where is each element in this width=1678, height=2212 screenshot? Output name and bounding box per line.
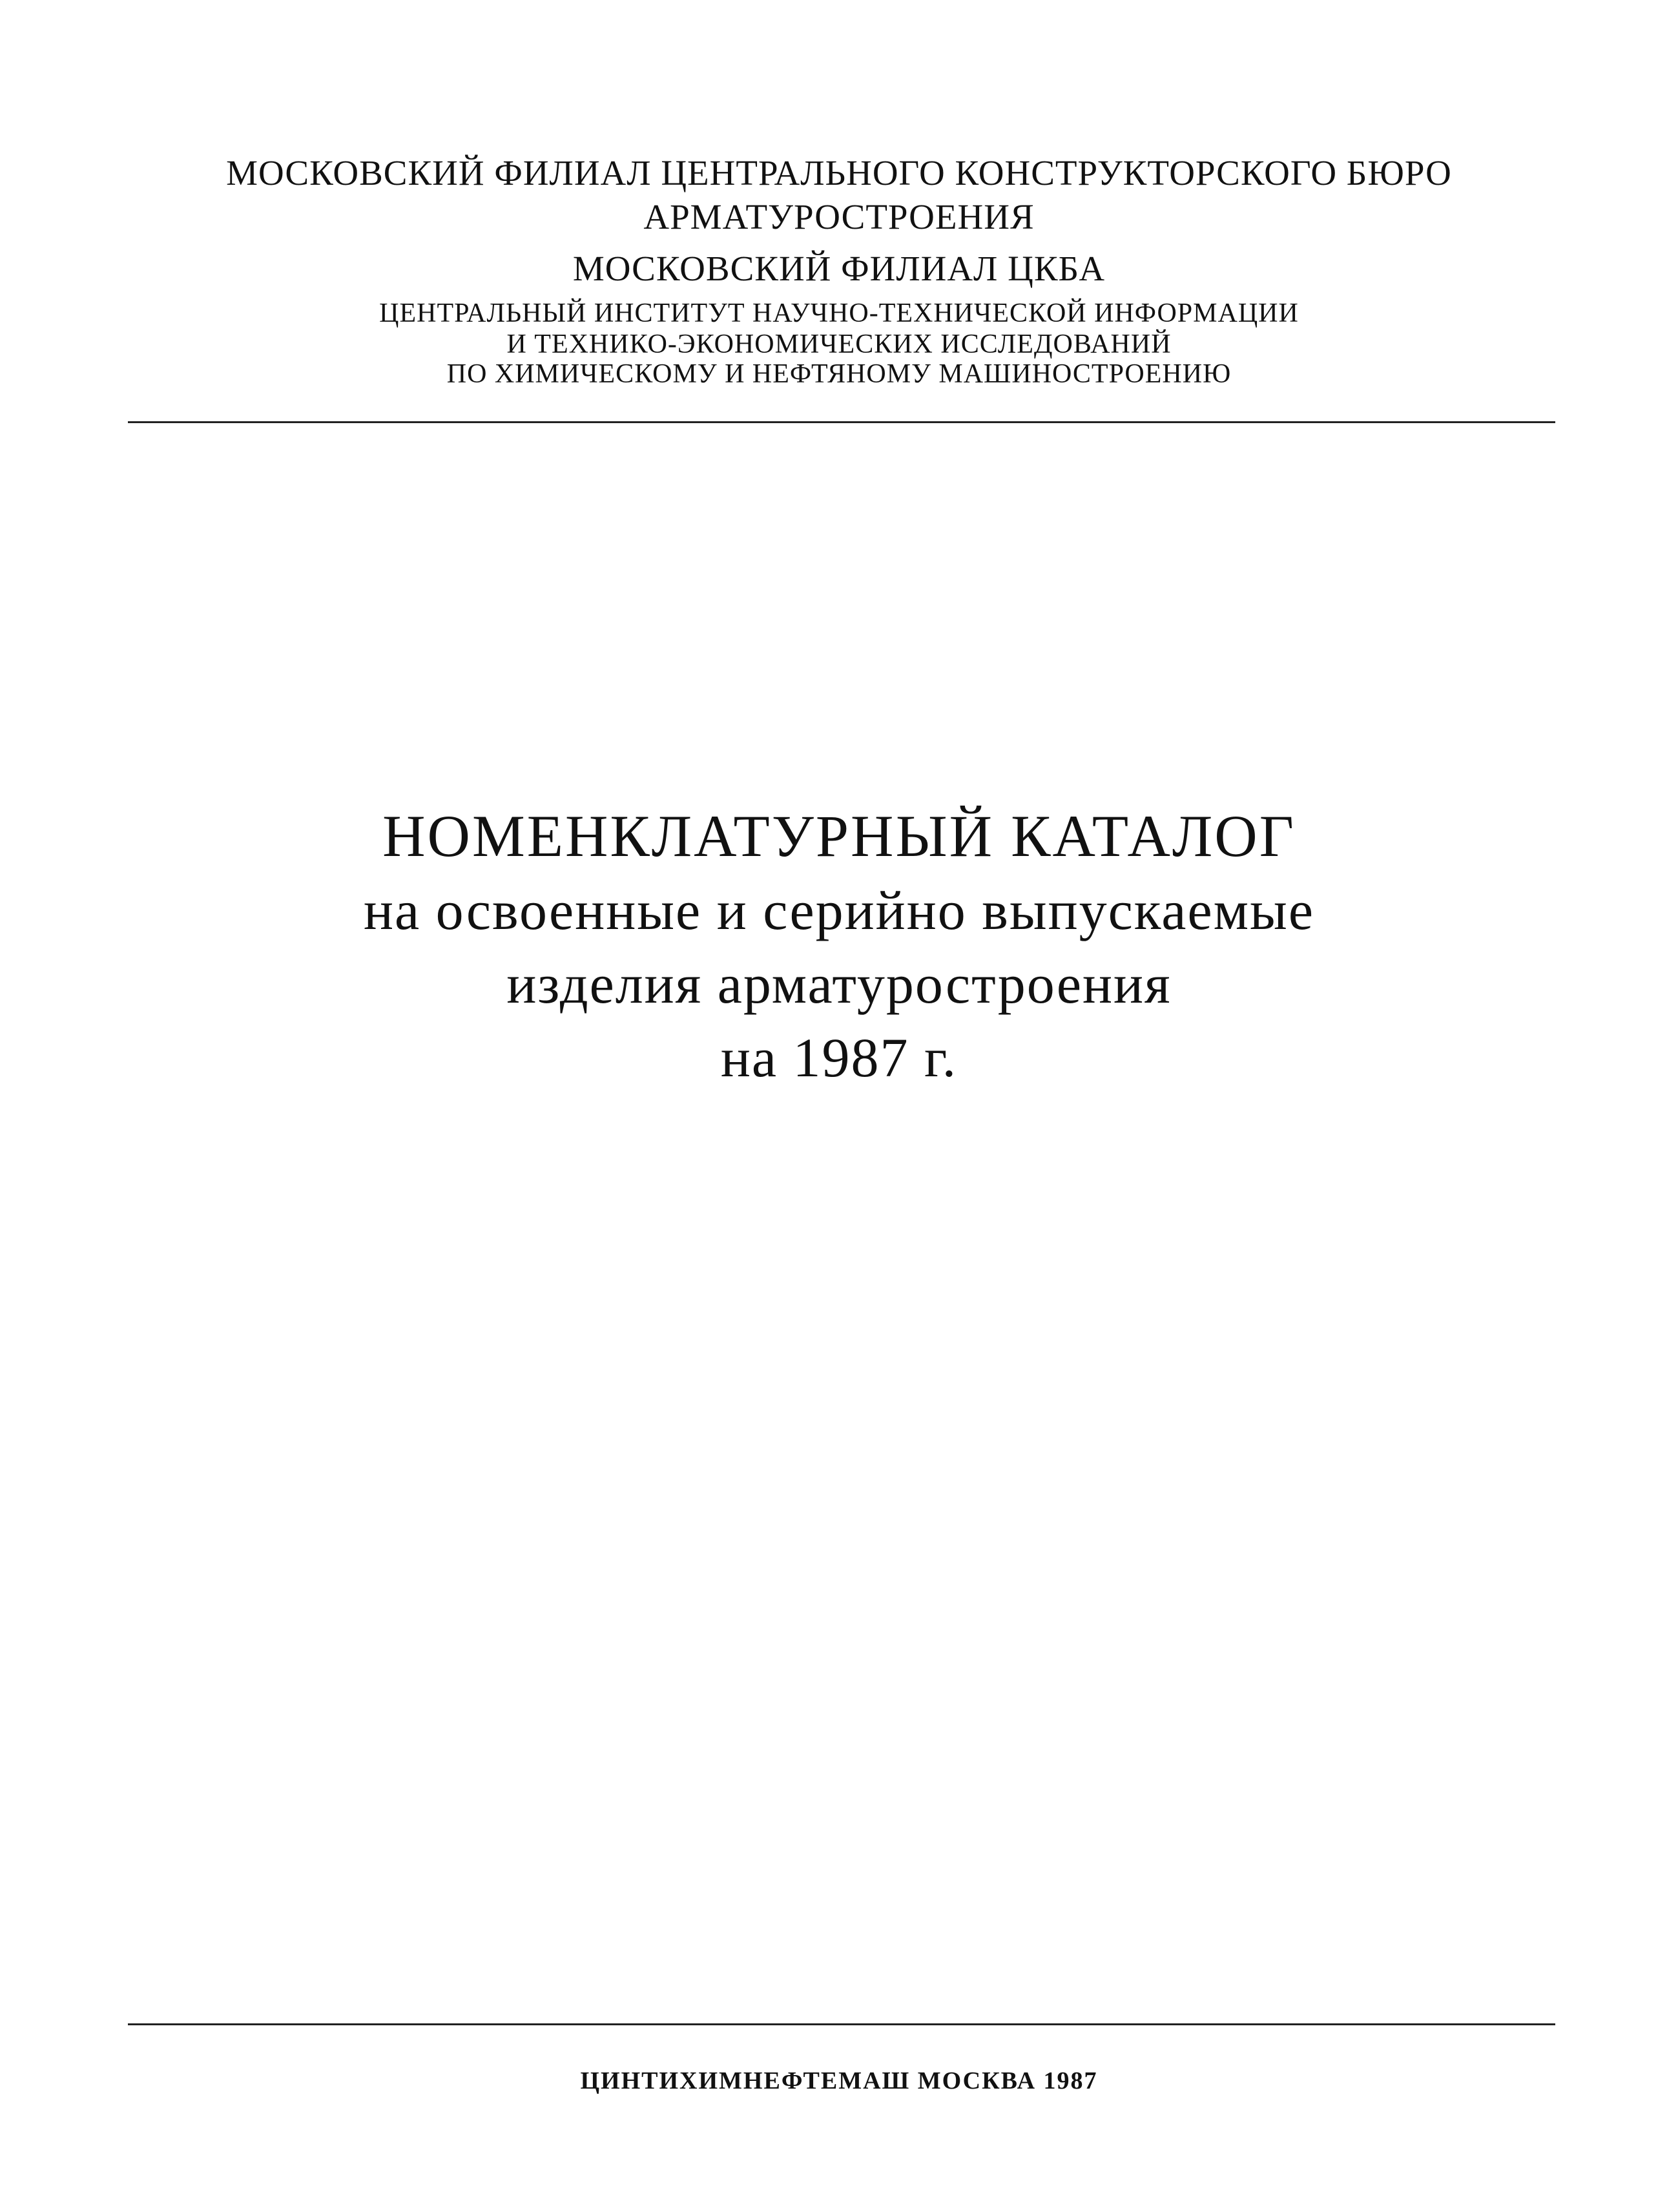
top-divider — [128, 421, 1555, 423]
publisher-imprint: ЦИНТИХИМНЕФТЕМАШ МОСКВА 1987 — [580, 2067, 1098, 2094]
institute-line-3: ПО ХИМИЧЕСКОМУ И НЕФТЯНОМУ МАШИНОСТРОЕНИЮ — [446, 359, 1232, 389]
catalog-subtitle-line-2: изделия арматуростроения — [506, 953, 1172, 1015]
catalog-year-line: на 1987 г. — [720, 1027, 958, 1089]
catalog-title: НОМЕНКЛАТУРНЫЙ КАТАЛОГ — [382, 803, 1296, 869]
org-name-line-2: АРМАТУРОСТРОЕНИЯ — [643, 197, 1035, 236]
institute-line-1: ЦЕНТРАЛЬНЫЙ ИНСТИТУТ НАУЧНО-ТЕХНИЧЕСКОЙ ИНФОРМАЦИИ — [379, 298, 1299, 328]
bottom-divider — [128, 2023, 1555, 2025]
org-short-name: МОСКОВСКИЙ ФИЛИАЛ ЦКБА — [572, 249, 1106, 288]
institute-line-2: И ТЕХНИКО-ЭКОНОМИЧЕСКИХ ИССЛЕДОВАНИЙ — [506, 329, 1172, 359]
catalog-subtitle-line-1: на освоенные и серийно выпускаемые — [363, 879, 1314, 941]
org-name-line-1: МОСКОВСКИЙ ФИЛИАЛ ЦЕНТРАЛЬНОГО КОНСТРУКТОРСКОГО БЮРО — [226, 153, 1452, 193]
